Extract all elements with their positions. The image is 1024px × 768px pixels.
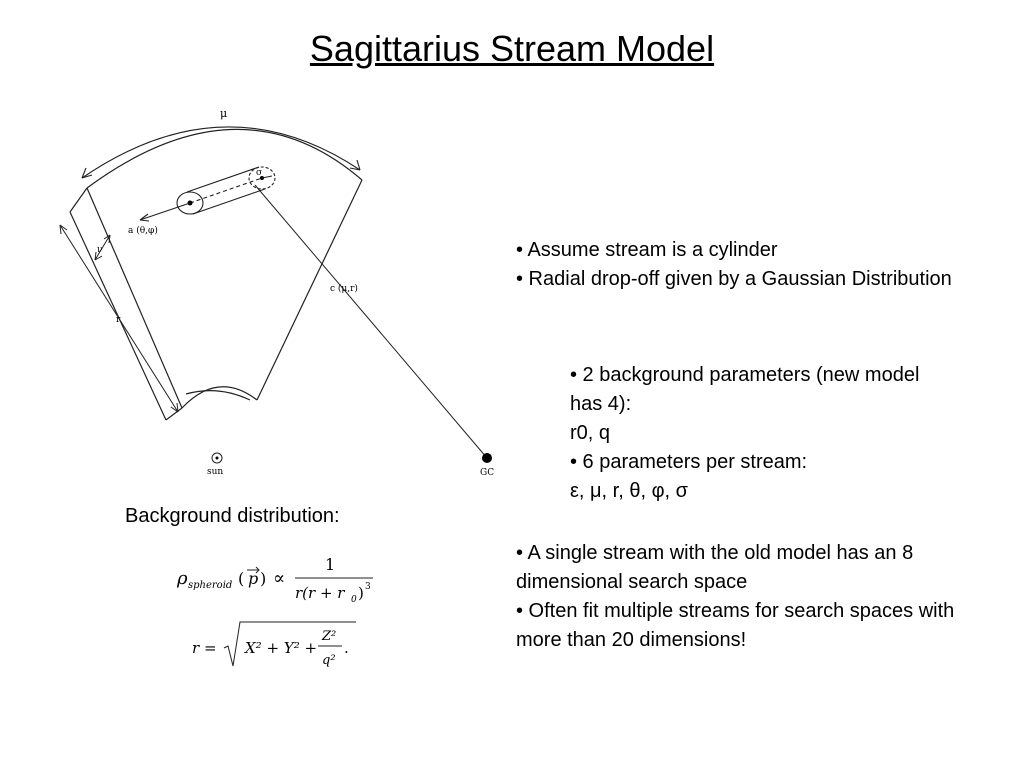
bullet-item: • 2 background parameters (new model has 4): [570, 364, 920, 415]
c-label: c (μ,r) [330, 284, 358, 294]
spheroid-density-formula [175, 548, 395, 608]
bullets-cylinder [516, 236, 956, 294]
bullets-search-space [516, 539, 996, 655]
stream-diagram [50, 100, 510, 490]
gc-point [482, 453, 492, 463]
a-label: a (θ,φ) [128, 226, 158, 236]
slide-title: Sagittarius Stream Model [309, 28, 715, 69]
param-line: r0, q [570, 422, 611, 444]
bullet-item: • Assume stream is a cylinder [516, 239, 778, 261]
mu-arrow-arc [82, 127, 360, 178]
svg-text:q²: q² [322, 653, 336, 668]
svg-text:): ) [358, 584, 364, 602]
wedge-left-edge [87, 188, 182, 408]
svg-text:): ) [260, 569, 267, 588]
svg-text:Z²: Z² [322, 629, 337, 644]
svg-text:∝: ∝ [273, 568, 286, 589]
svg-text:1: 1 [325, 555, 336, 574]
bullet-item: • A single stream with the old model has an 8 dimensional search space [516, 542, 914, 593]
svg-text:.: . [344, 639, 349, 657]
sigma-label: σ [256, 168, 263, 178]
svg-text:p: p [248, 569, 259, 588]
background-label: Background distribution: [125, 505, 340, 527]
bullet-item: • 6 parameters per stream: [570, 451, 808, 473]
svg-text:0: 0 [351, 595, 357, 605]
bullets-parameters [570, 361, 950, 506]
nu-label: ν [97, 245, 103, 255]
bullet-item: • Often fit multiple streams for search spaces with more than 20 dimensions! [516, 600, 955, 651]
mu-label: μ [220, 107, 228, 120]
wedge-inner-arc [182, 387, 257, 408]
svg-text:ρ: ρ [177, 568, 188, 589]
svg-text:3: 3 [365, 582, 371, 592]
param-line: ε, μ, r, θ, φ, σ [570, 480, 688, 502]
radius-formula [190, 620, 370, 676]
r-label: r [116, 315, 121, 325]
sun-label: sun [207, 467, 224, 477]
svg-text:X² + Y² +: X² + Y² + [245, 639, 318, 657]
gc-label: GC [480, 468, 495, 478]
svg-text:(: ( [238, 569, 245, 588]
svg-text:r =: r = [192, 639, 217, 657]
bullet-item: • Radial drop-off given by a Gaussian Distribution [516, 268, 952, 290]
svg-text:r(r + r: r(r + r [295, 584, 345, 602]
svg-text:spheroid: spheroid [188, 580, 233, 591]
